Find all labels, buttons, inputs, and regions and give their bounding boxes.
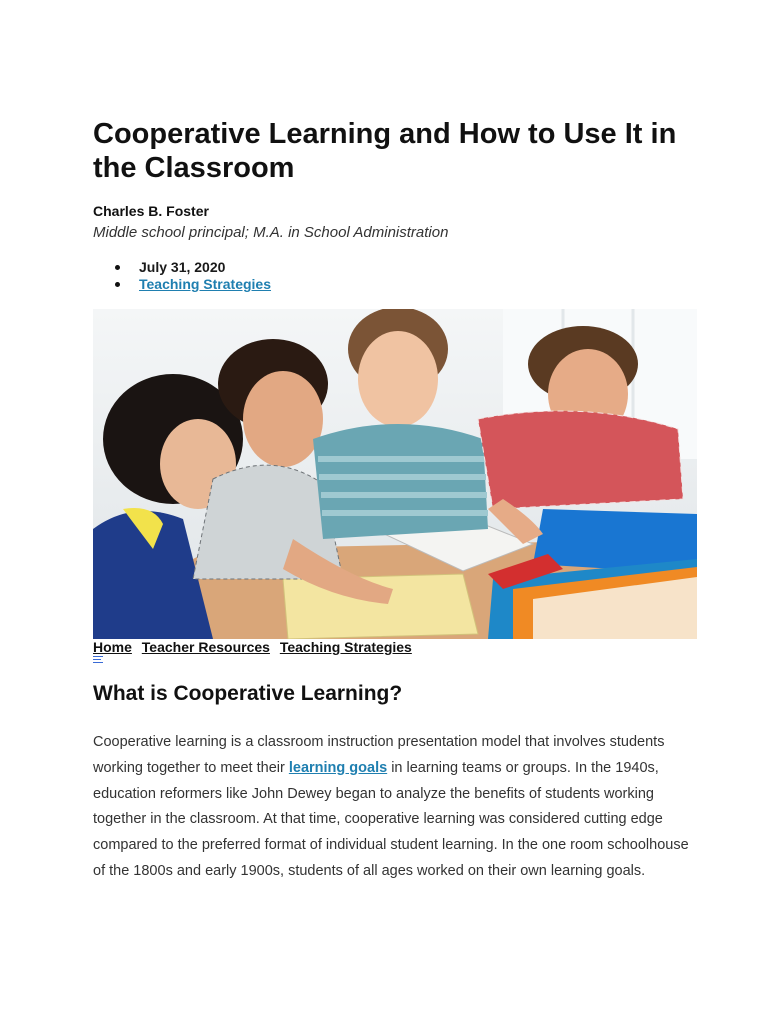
breadcrumb-teacher-resources[interactable]: Teacher Resources [141,639,270,655]
category-link[interactable]: Teaching Strategies [139,276,272,292]
learning-goals-link[interactable]: learning goals [288,759,388,776]
paragraph-text-end: in learning teams or groups. In the 1940s, education reformers like John Dewey began to analyze the benefits of students working together in the classroom. At that time, cooperative learning was considered cutting edge compared to the preferred format of individual student learning. In the one room schoolhouse of the 1800s and early 1900s, students of all ages worked on their own learning goals. [93,759,689,879]
meta-category [93,276,271,293]
section-heading: What is Cooperative Learning? [93,682,403,705]
paragraph-text-start: Cooperative learning is a classroom instruction presentation model that involves students working together to meet their [93,734,665,776]
meta-date [93,259,271,276]
breadcrumb-teaching-strategies[interactable]: Teaching Strategies [279,639,412,655]
students-studying-illustration [93,309,697,639]
breadcrumb-home[interactable]: Home [93,639,132,655]
article-title: Cooperative Learning and How to Use It in the Classroom [93,118,677,184]
article-meta [93,259,271,293]
hero-photo [93,309,697,639]
menu-lines-icon [93,656,103,664]
bullet-icon [115,265,120,270]
author-name[interactable]: Charles B. Foster [93,203,209,219]
breadcrumb [93,638,418,656]
author-role: Middle school principal; M.A. in School Administration [93,224,449,241]
article-date: July 31, 2020 [139,259,226,275]
bullet-icon [115,282,120,287]
section-paragraph [93,730,697,885]
